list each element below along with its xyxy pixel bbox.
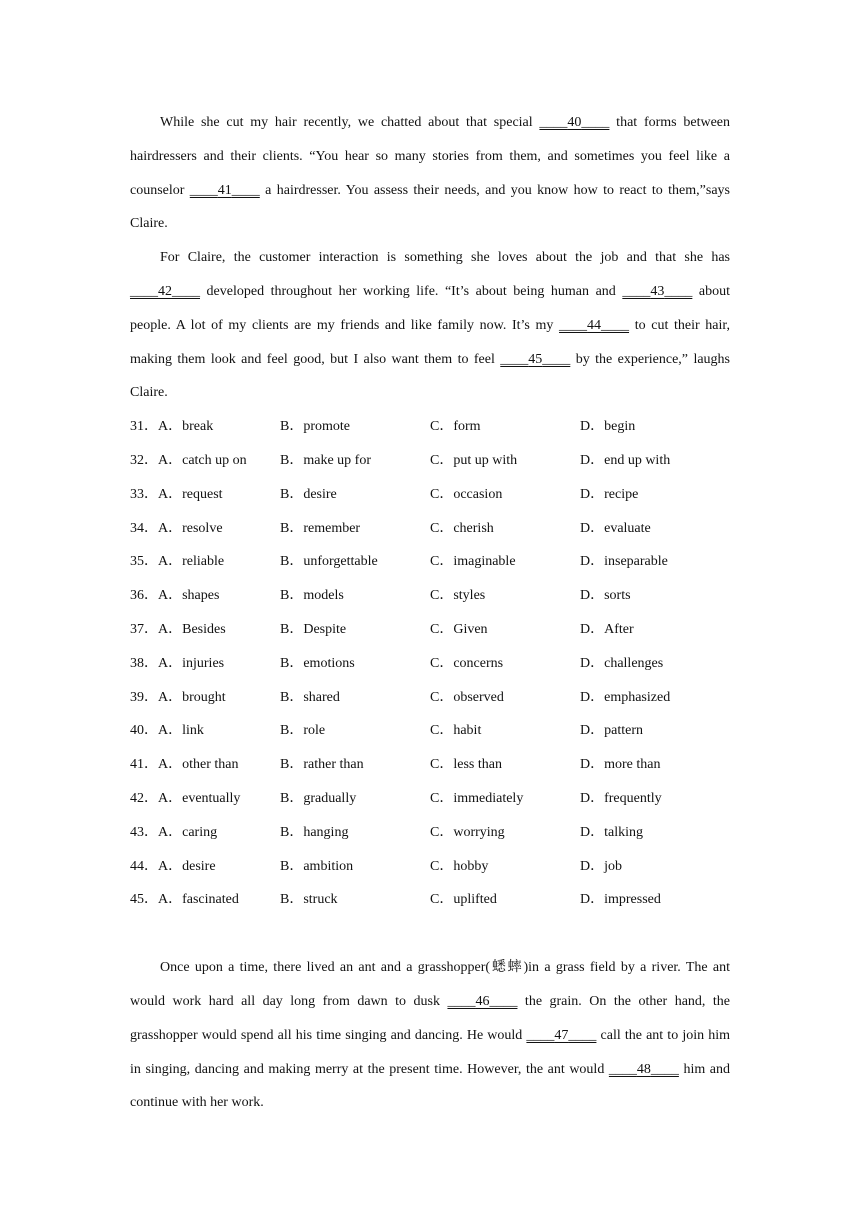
question-number: 35． <box>130 554 158 570</box>
question-number-and-option-a <box>130 850 216 884</box>
option-d[interactable]: D．challenges <box>580 655 664 671</box>
question-row <box>130 883 730 917</box>
option-c[interactable]: C．uplifted <box>430 892 497 908</box>
option-d[interactable]: D．more than <box>580 757 661 773</box>
question-number-and-option-a <box>130 782 240 816</box>
blank-43: ____43____ <box>622 283 693 299</box>
question-number-and-option-a <box>130 613 226 647</box>
passage1-paragraph2 <box>130 241 730 410</box>
passage2-paragraph <box>130 951 730 1120</box>
question-number-and-option-a <box>130 748 238 782</box>
question-number: 31． <box>130 419 158 435</box>
question-number-and-option-a <box>130 681 226 715</box>
option-a[interactable]: A．brought <box>158 689 226 705</box>
exam-page <box>130 106 730 1120</box>
option-c[interactable]: C．imaginable <box>430 554 516 570</box>
option-c[interactable]: C．habit <box>430 723 482 739</box>
passage-text: him and continue with her work. <box>130 1061 731 1111</box>
option-d[interactable]: D．inseparable <box>580 554 668 570</box>
option-a[interactable]: A．resolve <box>158 520 223 536</box>
option-a[interactable]: A．fascinated <box>158 892 239 908</box>
option-c[interactable]: C．concerns <box>430 655 504 671</box>
blank-48: ____48____ <box>608 1061 679 1077</box>
option-c[interactable]: C．immediately <box>430 790 524 806</box>
question-row <box>130 647 730 681</box>
option-b[interactable]: B．role <box>280 723 326 739</box>
option-d[interactable]: D．begin <box>580 419 636 435</box>
option-b[interactable]: B．remember <box>280 520 361 536</box>
passage-text: the grain. On the other hand, the grasshopper would spend all his time singing and dancing. He would <box>130 993 730 1043</box>
option-a[interactable]: A．reliable <box>158 554 225 570</box>
option-c[interactable]: C．occasion <box>430 486 503 502</box>
option-a[interactable]: A．break <box>158 419 214 435</box>
option-a[interactable]: A．Besides <box>158 621 226 637</box>
option-a[interactable]: A．catch up on <box>158 452 247 468</box>
question-number-and-option-a <box>130 883 239 917</box>
option-c[interactable]: C．cherish <box>430 520 494 536</box>
option-d[interactable]: D．recipe <box>580 486 639 502</box>
option-a[interactable]: A．shapes <box>158 588 220 604</box>
option-a[interactable]: A．link <box>158 723 204 739</box>
question-row <box>130 748 730 782</box>
question-number-and-option-a <box>130 512 223 546</box>
question-number: 39． <box>130 689 158 705</box>
question-number: 33． <box>130 486 158 502</box>
question-row <box>130 613 730 647</box>
option-b[interactable]: B．gradually <box>280 790 357 806</box>
option-b[interactable]: B．models <box>280 588 344 604</box>
passage-text: that forms between hairdressers and their clients. “You hear so many stories from them, and sometimes you feel like a counselor <box>130 115 731 198</box>
question-number-and-option-a <box>130 478 223 512</box>
question-row <box>130 478 730 512</box>
question-row <box>130 681 730 715</box>
option-c[interactable]: C．observed <box>430 689 504 705</box>
passage-text: While she cut my hair recently, we chatted about that special <box>160 115 540 130</box>
option-a[interactable]: A．desire <box>158 858 216 874</box>
option-b[interactable]: B．make up for <box>280 452 371 468</box>
blank-47: ____47____ <box>526 1027 597 1043</box>
question-number-and-option-a <box>130 444 247 478</box>
option-b[interactable]: B．desire <box>280 486 337 502</box>
passage-text: For Claire, the customer interaction is something she loves about the job and that she has <box>160 250 730 266</box>
question-row <box>130 816 730 850</box>
question-number: 32． <box>130 452 158 468</box>
option-d[interactable]: D．talking <box>580 824 643 840</box>
question-row <box>130 714 730 748</box>
passage-text: a hairdresser. You assess their needs, and you know how to react to them,”says Claire. <box>130 182 730 232</box>
option-b[interactable]: B．shared <box>280 689 340 705</box>
question-number-and-option-a <box>130 816 217 850</box>
blank-44: ____44____ <box>559 317 630 333</box>
option-a[interactable]: A．request <box>158 486 223 502</box>
blank-41: ____41____ <box>189 182 260 198</box>
question-number: 43． <box>130 824 158 840</box>
option-c[interactable]: C．put up with <box>430 452 518 468</box>
question-number-and-option-a <box>130 410 213 444</box>
passage-text: to cut their hair, making them look and feel good, but I also want them to feel <box>130 317 730 367</box>
question-row <box>130 545 730 579</box>
question-number: 40． <box>130 723 158 739</box>
option-d[interactable]: D．After <box>580 621 634 637</box>
blank-45: ____45____ <box>500 351 571 367</box>
passage1-paragraph1 <box>130 106 730 241</box>
option-a[interactable]: A．eventually <box>158 790 241 806</box>
option-b[interactable]: B．Despite <box>280 621 347 637</box>
question-row <box>130 444 730 478</box>
passage-text: developed throughout her working life. “It’s about being human and <box>200 283 623 299</box>
question-number: 41． <box>130 757 158 773</box>
question-number: 36． <box>130 588 158 604</box>
option-a[interactable]: A．injuries <box>158 655 225 671</box>
question-number: 37． <box>130 621 158 637</box>
option-b[interactable]: B．hanging <box>280 824 349 840</box>
option-b[interactable]: B．rather than <box>280 757 364 773</box>
question-row <box>130 410 730 444</box>
option-c[interactable]: C．styles <box>430 588 486 604</box>
blank-40: ____40____ <box>539 115 610 130</box>
question-number-and-option-a <box>130 714 204 748</box>
option-b[interactable]: B．unforgettable <box>280 554 378 570</box>
option-c[interactable]: C．worrying <box>430 824 505 840</box>
question-row <box>130 579 730 613</box>
question-number-and-option-a <box>130 647 224 681</box>
question-row <box>130 850 730 884</box>
question-options-list <box>130 410 730 917</box>
option-c[interactable]: C．less than <box>430 757 502 773</box>
question-row <box>130 512 730 546</box>
question-number: 38． <box>130 655 158 671</box>
question-number: 44． <box>130 858 158 874</box>
option-b[interactable]: B．ambition <box>280 858 354 874</box>
passage-text: about people. A lot of my clients are my friends and like family now. It’s my <box>130 283 730 333</box>
option-b[interactable]: B．emotions <box>280 655 355 671</box>
question-number: 45． <box>130 892 158 908</box>
option-b[interactable]: B．struck <box>280 892 338 908</box>
question-number-and-option-a <box>130 545 224 579</box>
passage-text: Once upon a time, there lived an ant and a grasshopper(蟋蟀)in a grass field by a river. The ant would work hard all day long from dawn to dusk <box>130 960 730 1009</box>
question-number-and-option-a <box>130 579 219 613</box>
option-c[interactable]: C．form <box>430 419 481 435</box>
blank-42: ____42____ <box>130 283 200 299</box>
question-number: 42． <box>130 790 158 806</box>
option-a[interactable]: A．other than <box>158 757 239 773</box>
blank-46: ____46____ <box>447 993 518 1009</box>
option-d[interactable]: D．job <box>580 858 622 874</box>
option-d[interactable]: D．emphasized <box>580 689 671 705</box>
question-number: 34． <box>130 520 158 536</box>
passage-text: call the ant to join him in singing, dancing and making merry at the present time. However, the ant would <box>130 1027 730 1077</box>
option-a[interactable]: A．caring <box>158 824 218 840</box>
option-c[interactable]: C．hobby <box>430 858 489 874</box>
option-d[interactable]: D．evaluate <box>580 520 651 536</box>
passage-text: by the experience,” laughs Claire. <box>130 351 730 401</box>
option-d[interactable]: D．frequently <box>580 790 662 806</box>
option-d[interactable]: D．end up with <box>580 452 671 468</box>
option-d[interactable]: D．pattern <box>580 723 643 739</box>
option-b[interactable]: B．promote <box>280 419 350 435</box>
question-row <box>130 782 730 816</box>
option-c[interactable]: C．Given <box>430 621 488 637</box>
option-d[interactable]: D．sorts <box>580 588 631 604</box>
option-d[interactable]: D．impressed <box>580 892 661 908</box>
